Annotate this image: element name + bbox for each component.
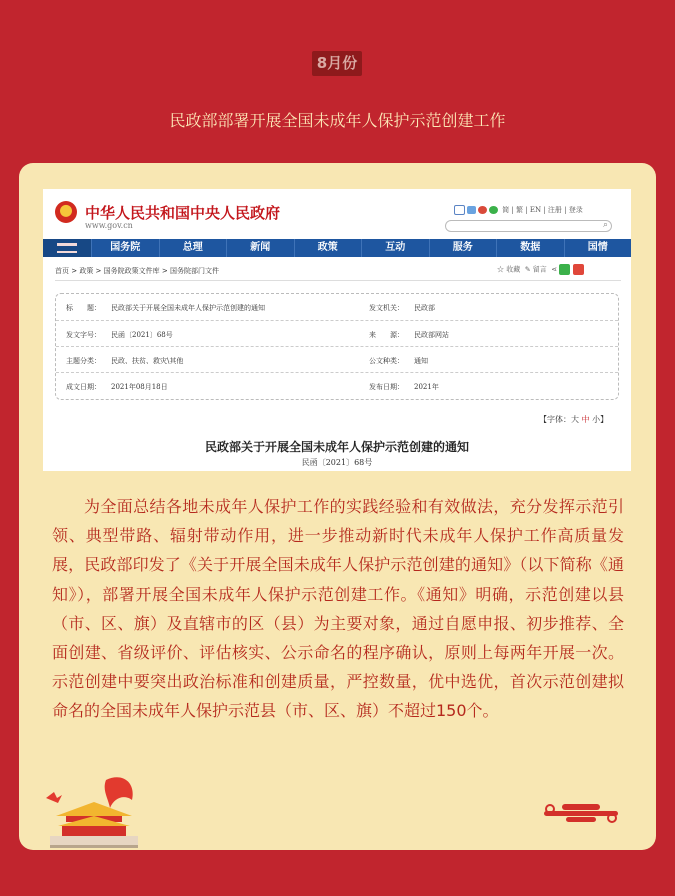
- gov-nav-item: 总理: [159, 239, 227, 257]
- gov-nav-item: 政策: [294, 239, 362, 257]
- divider: [55, 280, 621, 281]
- gov-nav-item: 服务: [429, 239, 497, 257]
- gov-nav-item: 国情: [564, 239, 632, 257]
- doc-meta-box: [55, 293, 619, 400]
- meta-value: 2021年08月18日: [111, 383, 168, 391]
- font-size-big: 大: [571, 415, 579, 424]
- font-size-suffix: 】: [600, 415, 609, 424]
- gov-header: [43, 189, 631, 237]
- cloud-ornament-icon: [542, 802, 620, 824]
- wechat-icon: [559, 264, 570, 275]
- font-size-mid: 中: [581, 415, 590, 424]
- article-body: 为全面总结各地未成年人保护工作的实践经验和有效做法，充分发挥示范引领、典型带路、辐射带动作用，进一步推动新时代未成年人保护工作高质量发展，民政部印发了《关于开展全国未成年人保护示范创建的通知》（以下简称《通知》），部署开展全国未成年人保护示范创建工作。《通知》明确，示范创建以县（市、区、旗）及直辖市的区（县）为主要对象，通过自愿申报、初步推荐、全面创建、省级评价、评估核实、公示命名的程序确认，原则上每两年开展一次。示范创建中要突出政治标准和创建质量，严控数量，优中选优，首次示范创建拟命名的全国未成年人保护示范县（市、区、旗）不超过150个。: [52, 497, 624, 721]
- meta-label: 来 源：: [369, 331, 404, 339]
- top-links-text: 简 | 繁 | EN | 注册 | 登录: [502, 206, 583, 214]
- meta-value: 民政部: [414, 304, 435, 312]
- meta-label: 公文种类：: [369, 357, 404, 365]
- tiananmen-gate-icon: [44, 772, 140, 848]
- gov-nav-item: 新闻: [226, 239, 294, 257]
- gov-site-screenshot: [43, 189, 631, 471]
- gov-search-input: [445, 220, 612, 232]
- meta-label: 发文字号：: [66, 331, 101, 339]
- favorite-label: 收藏: [506, 265, 521, 274]
- gov-nav-item: 数据: [496, 239, 564, 257]
- meta-value: 2021年: [414, 383, 439, 391]
- gov-nav-item: 国务院: [91, 239, 159, 257]
- weibo-icon: [478, 206, 487, 214]
- meta-label: 主题分类：: [66, 357, 101, 365]
- doc-title: 民政部关于开展全国未成年人保护示范创建的通知: [204, 440, 469, 454]
- headline: 民政部部署开展全国未成年人保护示范创建工作: [169, 111, 506, 130]
- gov-site-title: 中华人民共和国中央人民政府: [85, 204, 281, 222]
- gov-nav-item: 互动: [361, 239, 429, 257]
- meta-value: 民函〔2021〕68号: [111, 331, 173, 339]
- star-icon: ☆: [497, 265, 504, 274]
- month-badge: 8月份: [312, 51, 362, 76]
- weibo-icon: [573, 264, 584, 275]
- gov-site-url: www.gov.cn: [85, 221, 133, 230]
- mobile-icon: [467, 206, 476, 214]
- meta-row: [56, 372, 618, 399]
- meta-label: 发文机关：: [369, 304, 404, 312]
- wechat-icon: [489, 206, 498, 214]
- font-size-small: 小: [592, 415, 601, 424]
- comment-icon: ✎: [524, 265, 531, 274]
- breadcrumb: 首页 > 政策 > 国务院政策文件库 > 国务院部门文件: [55, 267, 219, 275]
- meta-label: 标 题：: [66, 304, 101, 312]
- gov-nav-home-icon: [43, 239, 91, 257]
- doc-number: 民函〔2021〕68号: [301, 458, 373, 467]
- font-size-prefix: 【字体：: [539, 415, 571, 424]
- gov-top-links: [454, 205, 583, 215]
- print-label: 留言: [532, 265, 547, 274]
- meta-row: [56, 320, 618, 347]
- meta-value: 民政、扶贫、救灾\其他: [111, 357, 184, 365]
- meta-label: 发布日期：: [369, 383, 404, 391]
- meta-value: 民政部关于开展全国未成年人保护示范创建的通知: [111, 304, 265, 312]
- share-icon: ⋖: [551, 265, 558, 274]
- gov-tools: [497, 264, 584, 275]
- meta-value: 通知: [414, 357, 428, 365]
- meta-row: [56, 294, 618, 320]
- meta-row: [56, 346, 618, 373]
- mail-icon: [454, 205, 465, 215]
- meta-label: 成文日期：: [66, 383, 101, 391]
- font-size-control: [539, 414, 608, 425]
- gov-emblem-icon: [55, 201, 77, 223]
- search-icon: ⌕: [602, 220, 608, 230]
- meta-value: 民政部网站: [414, 331, 449, 339]
- gov-nav-bar: [43, 239, 631, 257]
